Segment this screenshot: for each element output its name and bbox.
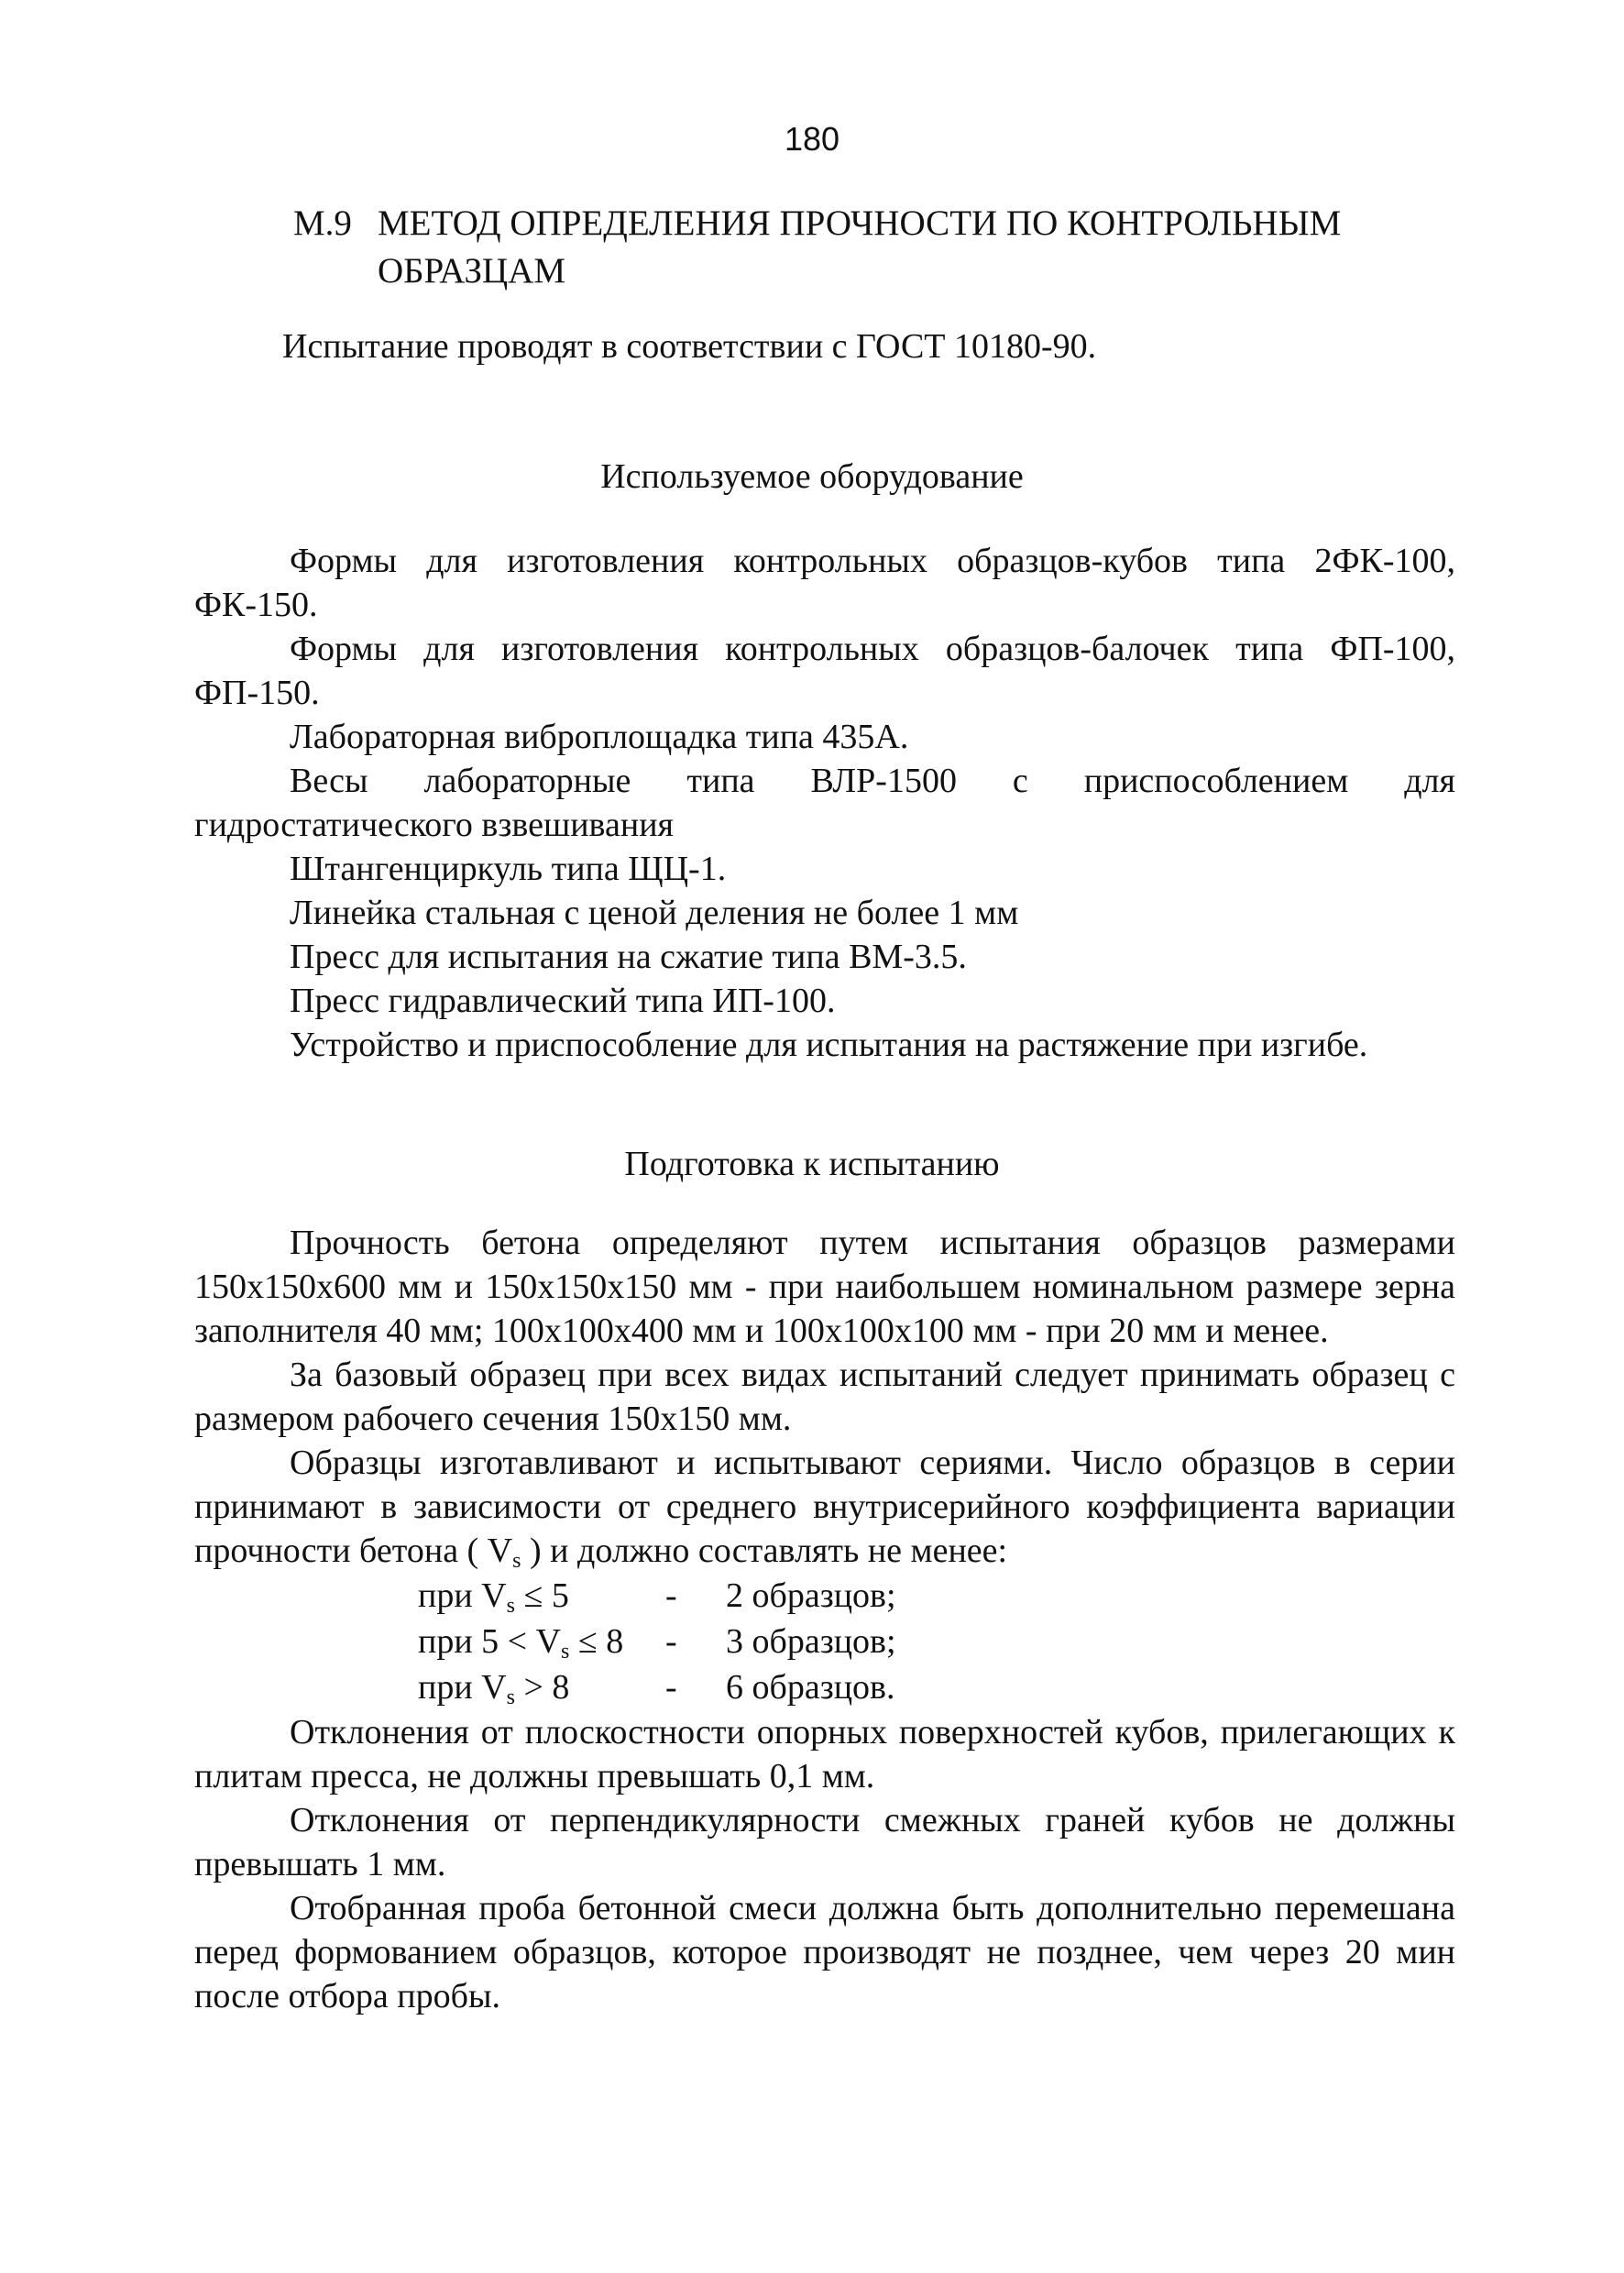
preparation-heading: Подготовка к испытанию (624, 1145, 1000, 1183)
equipment-item: Штангенциркуль типа ЩЦ-1. (290, 850, 727, 888)
section-title-line1: МЕТОД ОПРЕДЕЛЕНИЯ ПРОЧНОСТИ ПО КОНТРОЛЬНЫМ (378, 203, 1342, 243)
equipment-item: Весы лабораторные типа ВЛР-1500 с приспособлением для гидростатического взвешивания (194, 762, 1455, 844)
equipment-item: Пресс гидравлический типа ИП-100. (290, 982, 836, 1020)
preparation-block (194, 1221, 1455, 2018)
condition-subscript: s (561, 1640, 570, 1664)
preparation-paragraph-6: Отобранная проба бетонной смеси должна быть дополнительно перемешана перед формованием образцов, которое производят не позднее, чем через 20 мин после отбора пробы. (194, 1889, 1455, 2015)
series-condition (418, 1665, 665, 1709)
preparation-paragraph-2: За базовый образец при всех видах испытаний следует принимать образец с размером рабочего сечения 150x150 мм. (194, 1356, 1455, 1438)
preparation-paragraph-4: Отклонения от плоскостности опорных поверхностей кубов, прилегающих к плитам пресса, не должны превышать 0,1 мм. (194, 1713, 1455, 1795)
condition-subscript: s (506, 1686, 515, 1709)
p3-text-after: ) и должно составлять не менее: (530, 1532, 1008, 1570)
series-condition-row (194, 1573, 1455, 1619)
series-result: 6 образцов. (726, 1668, 895, 1707)
series-condition-row (194, 1619, 1455, 1664)
section-number: М.9 (293, 203, 352, 243)
equipment-item: Лабораторная виброплощадка типа 435А. (290, 718, 909, 756)
section-title-line2: ОБРАЗЦАМ (378, 251, 565, 291)
equipment-item: Формы для изготовления контрольных образцов-балочек типа ФП-100, ФП-150. (194, 630, 1455, 712)
preparation-paragraph-1: Прочность бетона определяют путем испытания образцов размерами 150x150x600 мм и 150x150x150 мм - при наибольшем номинальном размере зерна заполнителя 40 мм; 100x100x400 мм и 100x100x100 мм - при 20 мм и менее. (194, 1224, 1455, 1350)
section-title (293, 200, 1448, 295)
intro-paragraph: Испытание проводят в соответствии с ГОСТ 10180-90. (282, 327, 1097, 366)
series-condition-row (194, 1664, 1455, 1710)
equipment-item: Пресс для испытания на сжатие типа ВМ-3.5. (290, 938, 967, 976)
condition-text: при 5 < V (418, 1622, 562, 1661)
series-dash: - (665, 1668, 677, 1707)
equipment-item: Линейка стальная с ценой деления не более 1 мм (290, 894, 1019, 932)
condition-text: при V (418, 1668, 507, 1707)
condition-subscript: s (506, 1594, 515, 1618)
series-dash: - (665, 1576, 677, 1615)
preparation-paragraph-5: Отклонения от перпендикулярности смежных граней кубов не должны превышать 1 мм. (194, 1801, 1455, 1883)
vs-subscript: s (512, 1549, 521, 1573)
series-dash: - (665, 1622, 677, 1661)
condition-bound: ≤ 5 (523, 1576, 569, 1615)
vs-symbol: V (487, 1532, 513, 1570)
intro-block (194, 324, 1455, 368)
equipment-item: Устройство и приспособление для испытания на растяжение при изгибе. (290, 1026, 1368, 1064)
p3-text-before: Образцы изготавливают и испытывают сериями. Число образцов в серии принимают в зависимости от среднего внутрисерийного коэффициента вариации прочности бетона ( (194, 1444, 1455, 1570)
series-condition (418, 1620, 665, 1664)
condition-bound: ≤ 8 (577, 1622, 624, 1661)
condition-bound: > 8 (523, 1668, 570, 1707)
series-result: 2 образцов; (726, 1576, 896, 1615)
preparation-paragraph-3 (194, 1441, 1455, 1573)
series-condition (418, 1574, 665, 1618)
condition-text: при V (418, 1576, 507, 1615)
equipment-heading: Используемое оборудование (600, 457, 1024, 496)
series-result: 3 образцов; (726, 1622, 896, 1661)
page-number: 180 (784, 120, 840, 158)
equipment-item: Формы для изготовления контрольных образцов-кубов типа 2ФК-100, ФК-150. (194, 542, 1455, 624)
equipment-list (194, 539, 1455, 1067)
